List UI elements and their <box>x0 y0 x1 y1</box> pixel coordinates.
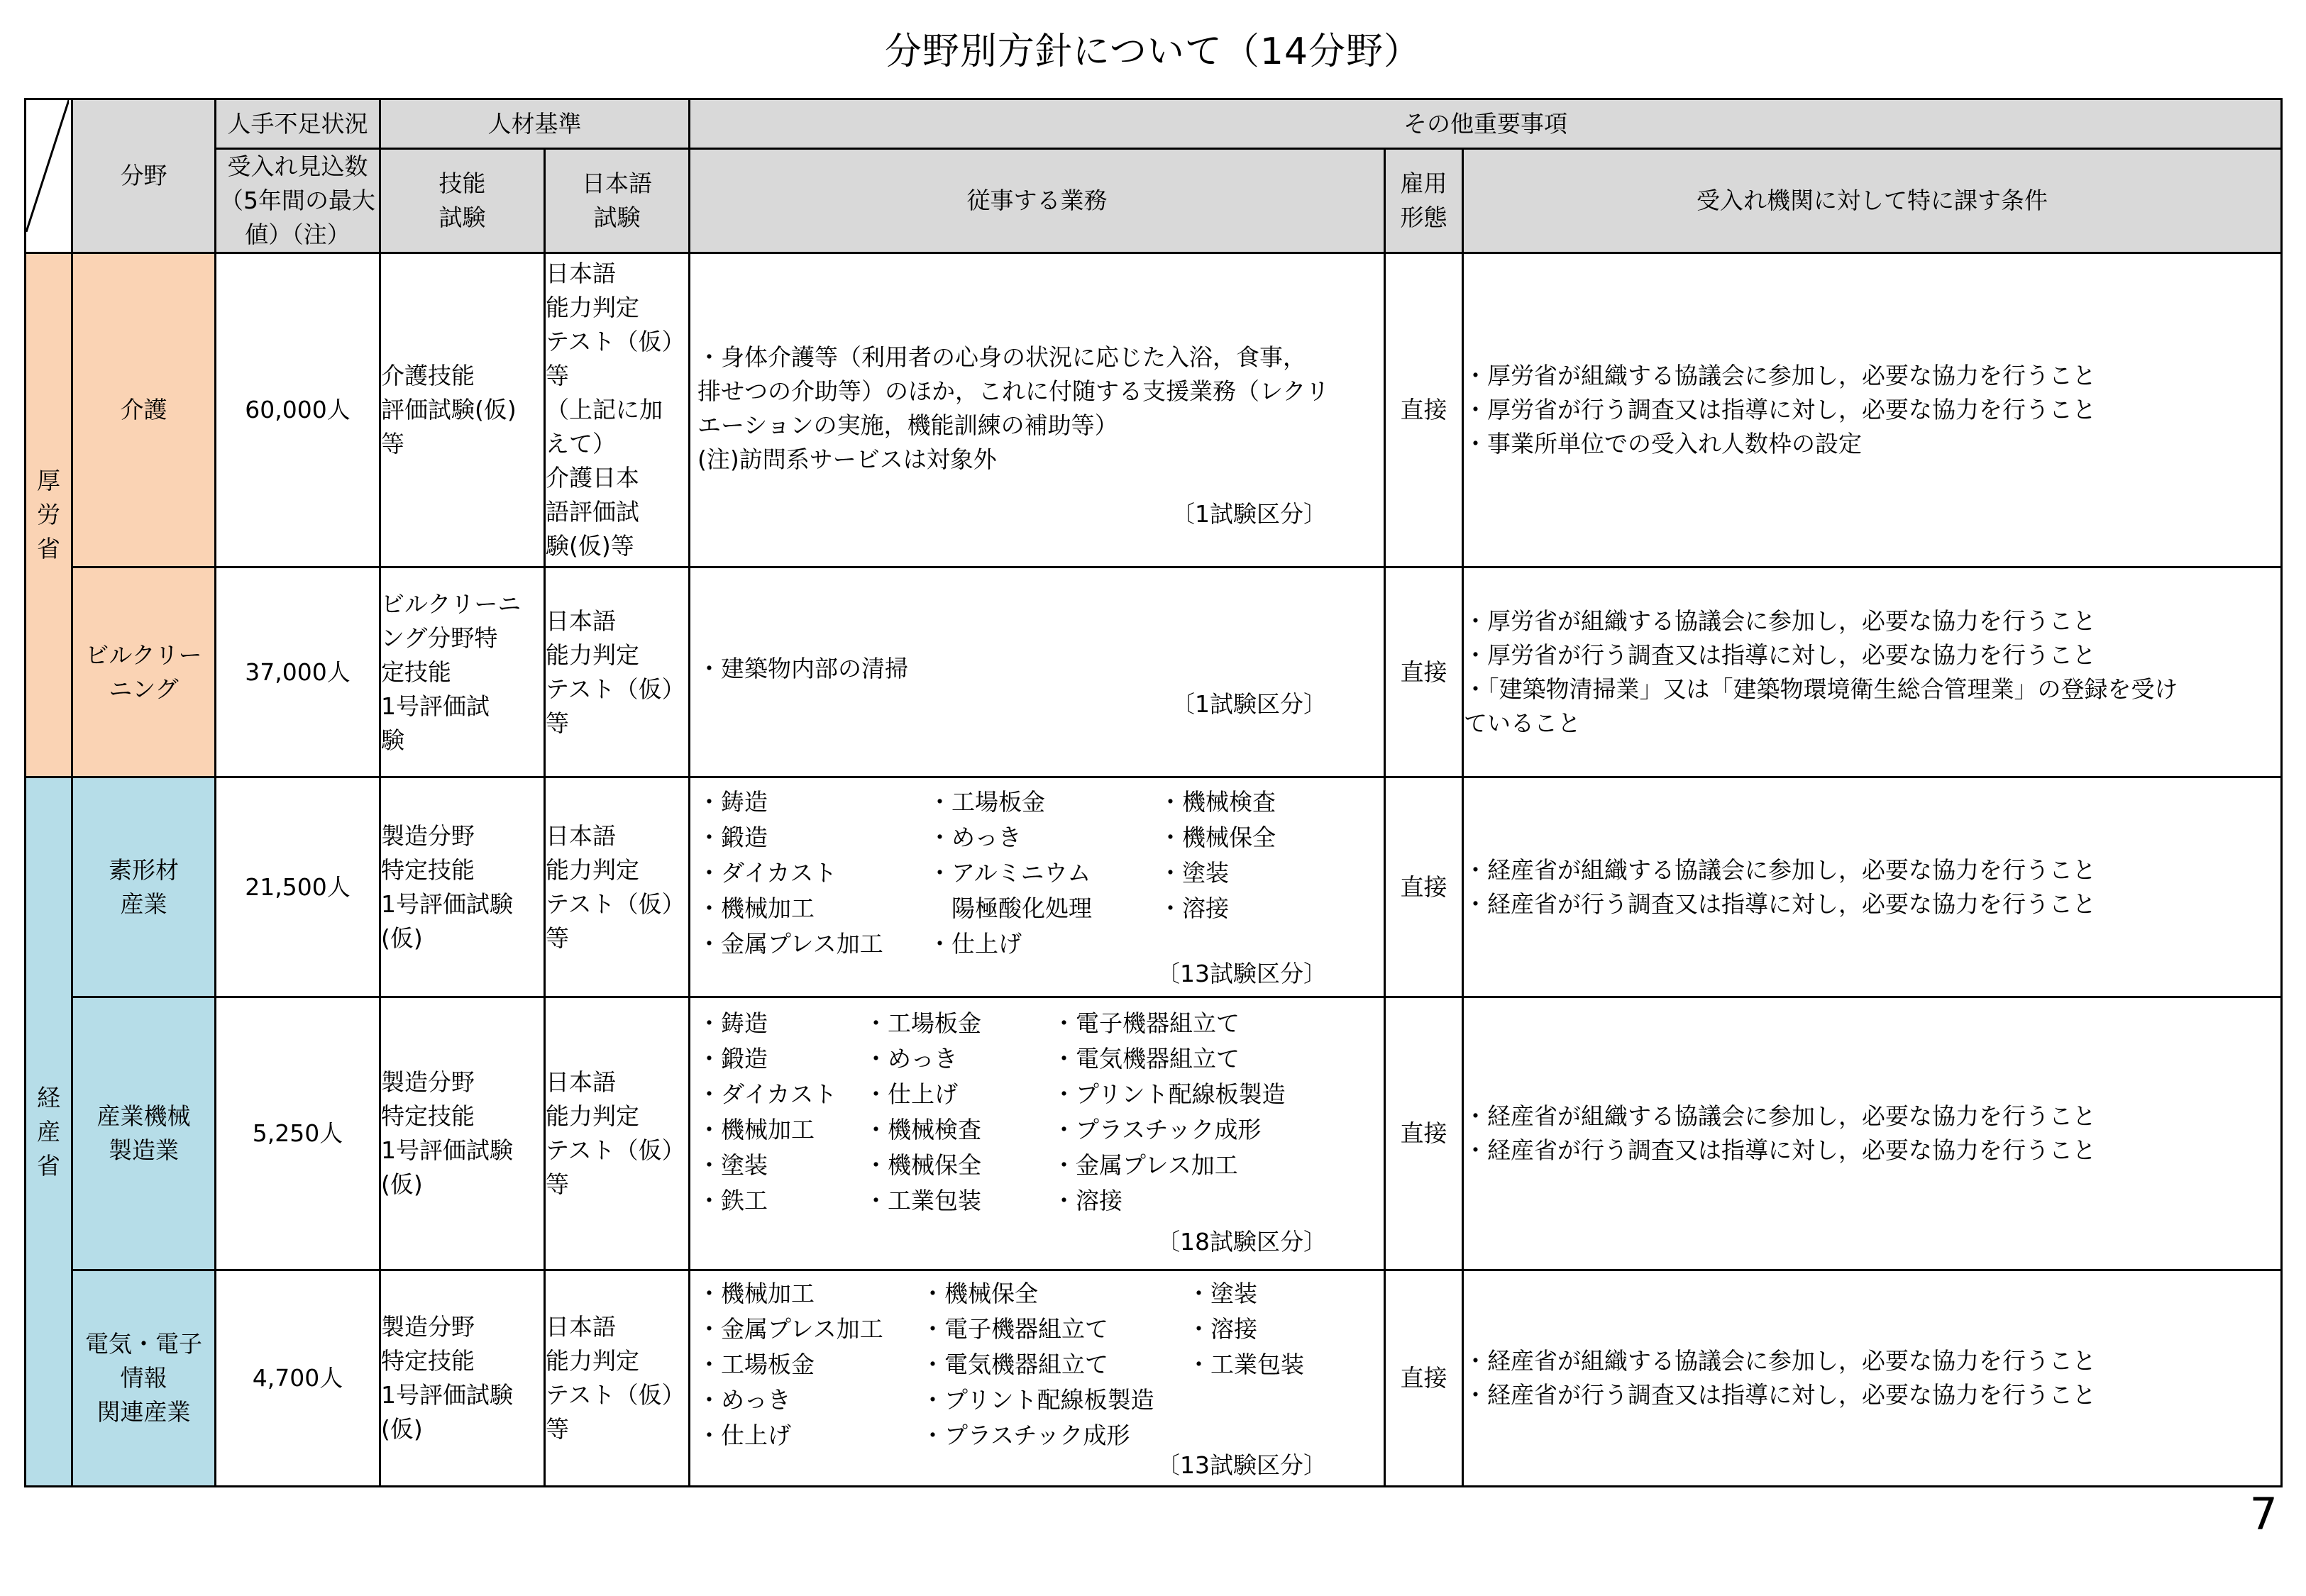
header-skill-test: 技能 試験 <box>380 149 545 253</box>
work-item: ・鍛造 <box>697 824 768 851</box>
work-item: ・工業包装 <box>864 1187 981 1214</box>
work-item: ・めっき <box>697 1386 791 1414</box>
work-duties <box>690 253 1385 567</box>
exam-category-count: 〔13試験区分〕 <box>1157 1451 1327 1479</box>
exam-category-count: 〔1試験区分〕 <box>1171 690 1327 718</box>
field-name: 産業機械 製造業 <box>72 997 216 1270</box>
work-item: ・工業包装 <box>1187 1351 1304 1378</box>
exam-category-count: 〔13試験区分〕 <box>1157 960 1327 987</box>
work-line: (注)訪問系サービスは対象外 <box>697 445 997 473</box>
employment-form: 直接 <box>1385 567 1463 777</box>
header-employment: 雇用 形態 <box>1385 149 1463 253</box>
conditions: ・経産省が組織する協議会に参加し，必要な協力を行うこと ・経産省が行う調査又は指導に対し，必要な協力を行うこと <box>1463 997 2282 1270</box>
field-name: 電気・電子 情報 関連産業 <box>72 1270 216 1487</box>
work-item: ・ダイカスト <box>697 859 837 887</box>
header-field: 分野 <box>72 99 216 253</box>
work-item: ・工場板金 <box>864 1009 981 1037</box>
employment-form: 直接 <box>1385 1270 1463 1487</box>
work-item: ・塗装 <box>1187 1280 1257 1307</box>
work-item: ・プリント配線板製造 <box>921 1386 1154 1414</box>
header-shortage: 人手不足状況 <box>216 99 380 149</box>
work-item: ・溶接 <box>1187 1315 1257 1343</box>
work-item: ・鋳造 <box>697 788 768 816</box>
skill-test: 製造分野 特定技能 1号評価試験 (仮) <box>380 777 545 997</box>
conditions: ・経産省が組織する協議会に参加し，必要な協力を行うこと ・経産省が行う調査又は指導に対し，必要な協力を行うこと <box>1463 777 2282 997</box>
work-item: ・金属プレス加工 <box>697 1315 883 1343</box>
work-duties <box>690 777 1385 997</box>
estimate-value: 4,700人 <box>216 1270 380 1487</box>
work-item: ・機械加工 <box>697 1116 815 1143</box>
estimate-value: 5,250人 <box>216 997 380 1270</box>
work-item: ・機械保全 <box>1159 824 1276 851</box>
exam-category-count: 〔18試験区分〕 <box>1157 1228 1327 1256</box>
skill-test: ビルクリーニ ング分野特 定技能 1号評価試 験 <box>380 567 545 777</box>
work-item: ・電子機器組立て <box>921 1315 1108 1343</box>
work-item: ・電気機器組立て <box>921 1351 1108 1378</box>
work-item: ・プリント配線板製造 <box>1052 1080 1286 1108</box>
work-item: ・溶接 <box>1159 894 1229 922</box>
field-name: 素形材 産業 <box>72 777 216 997</box>
work-duties <box>690 997 1385 1270</box>
work-item: ・仕上げ <box>864 1080 958 1108</box>
conditions: ・厚労省が組織する協議会に参加し，必要な協力を行うこと ・厚労省が行う調査又は指導に対し，必要な協力を行うこと ・事業所単位での受入れ人数枠の設定 <box>1463 253 2282 567</box>
employment-form: 直接 <box>1385 253 1463 567</box>
exam-category-count: 〔1試験区分〕 <box>1171 500 1327 528</box>
employment-form: 直接 <box>1385 997 1463 1270</box>
work-item: ・プラスチック成形 <box>1052 1116 1262 1143</box>
work-item: ・金属プレス加工 <box>1052 1151 1238 1179</box>
work-duties <box>690 567 1385 777</box>
conditions: ・経産省が組織する協議会に参加し，必要な協力を行うこと ・経産省が行う調査又は指導に対し，必要な協力を行うこと <box>1463 1270 2282 1487</box>
japanese-test: 日本語 能力判定 テスト（仮） 等 <box>545 997 690 1270</box>
work-item: ・仕上げ <box>928 930 1022 958</box>
header-work: 従事する業務 <box>690 149 1385 253</box>
work-item: ・工場板金 <box>697 1351 815 1378</box>
work-item: ・仕上げ <box>697 1422 791 1449</box>
japanese-test: 日本語 能力判定 テスト（仮） 等 <box>545 777 690 997</box>
work-item: ・鉄工 <box>697 1187 768 1214</box>
policy-table <box>24 98 2283 1487</box>
work-item: ・塗装 <box>1159 859 1229 887</box>
japanese-test: 日本語 能力判定 テスト（仮） 等 <box>545 1270 690 1487</box>
header-japanese-test: 日本語 試験 <box>545 149 690 253</box>
page-title: 分野別方針について（14分野） <box>884 31 1422 73</box>
corner-cell <box>26 99 72 253</box>
work-item: ・機械検査 <box>1159 788 1276 816</box>
skill-test: 製造分野 特定技能 1号評価試験 (仮) <box>380 1270 545 1487</box>
field-name: 介護 <box>72 253 216 567</box>
estimate-value: 21,500人 <box>216 777 380 997</box>
japanese-test: 日本語 能力判定 テスト（仮） 等 （上記に加 えて） 介護日本 語評価試 験(仮)等 <box>545 253 690 567</box>
page-number: 7 <box>2249 1488 2278 1540</box>
conditions: ・厚労省が組織する協議会に参加し，必要な協力を行うこと ・厚労省が行う調査又は指導に対し，必要な協力を行うこと ・「建築物清掃業」又は「建築物環境衛生総合管理業」の登録を受け ていること <box>1463 567 2282 777</box>
field-name: ビルクリー ニング <box>72 567 216 777</box>
work-item: ・めっき <box>864 1045 958 1073</box>
header-other-matters: その他重要事項 <box>690 99 2282 149</box>
header-conditions: 受入れ機関に対して特に課す条件 <box>1463 149 2282 253</box>
work-item: ・金属プレス加工 <box>697 930 883 958</box>
skill-test: 介護技能 評価試験(仮) 等 <box>380 253 545 567</box>
work-item: ・機械検査 <box>864 1116 981 1143</box>
work-item: ・ダイカスト <box>697 1080 837 1108</box>
estimate-value: 60,000人 <box>216 253 380 567</box>
work-line: 排せつの介助等）のほか，これに付随する支援業務（レクリ <box>697 377 1330 405</box>
work-item: ・工場板金 <box>928 788 1045 816</box>
work-item: ・機械保全 <box>864 1151 981 1179</box>
work-item: ・電気機器組立て <box>1052 1045 1240 1073</box>
corner-diagonal <box>26 100 69 232</box>
work-item: ・機械加工 <box>697 1280 815 1307</box>
work-item: ・機械加工 <box>697 894 815 922</box>
work-item: ・電子機器組立て <box>1052 1009 1240 1037</box>
work-item: 陽極酸化処理 <box>928 894 1092 922</box>
work-item: ・溶接 <box>1052 1187 1122 1214</box>
ministry-meti: 経 産 省 <box>26 777 72 1487</box>
work-line: エーションの実施，機能訓練の補助等） <box>697 411 1118 439</box>
header-estimate: 受入れ見込数 （5年間の最大 値）（注） <box>216 149 380 253</box>
header-personnel-standards: 人材基準 <box>380 99 690 149</box>
work-item: ・鍛造 <box>697 1045 768 1073</box>
skill-test: 製造分野 特定技能 1号評価試験 (仮) <box>380 997 545 1270</box>
work-line: ・建築物内部の清掃 <box>697 655 908 682</box>
work-duties <box>690 1270 1385 1487</box>
work-item: ・塗装 <box>697 1151 768 1179</box>
work-item: ・プラスチック成形 <box>921 1422 1130 1449</box>
estimate-value: 37,000人 <box>216 567 380 777</box>
work-item: ・鋳造 <box>697 1009 768 1037</box>
work-item: ・アルミニウム <box>928 859 1091 887</box>
work-line: ・身体介護等（利用者の心身の状況に応じた入浴，食事， <box>697 343 1306 371</box>
employment-form: 直接 <box>1385 777 1463 997</box>
work-item: ・めっき <box>928 824 1022 851</box>
ministry-mhlw: 厚 労 省 <box>26 253 72 777</box>
japanese-test: 日本語 能力判定 テスト（仮） 等 <box>545 567 690 777</box>
work-item: ・機械保全 <box>921 1280 1038 1307</box>
